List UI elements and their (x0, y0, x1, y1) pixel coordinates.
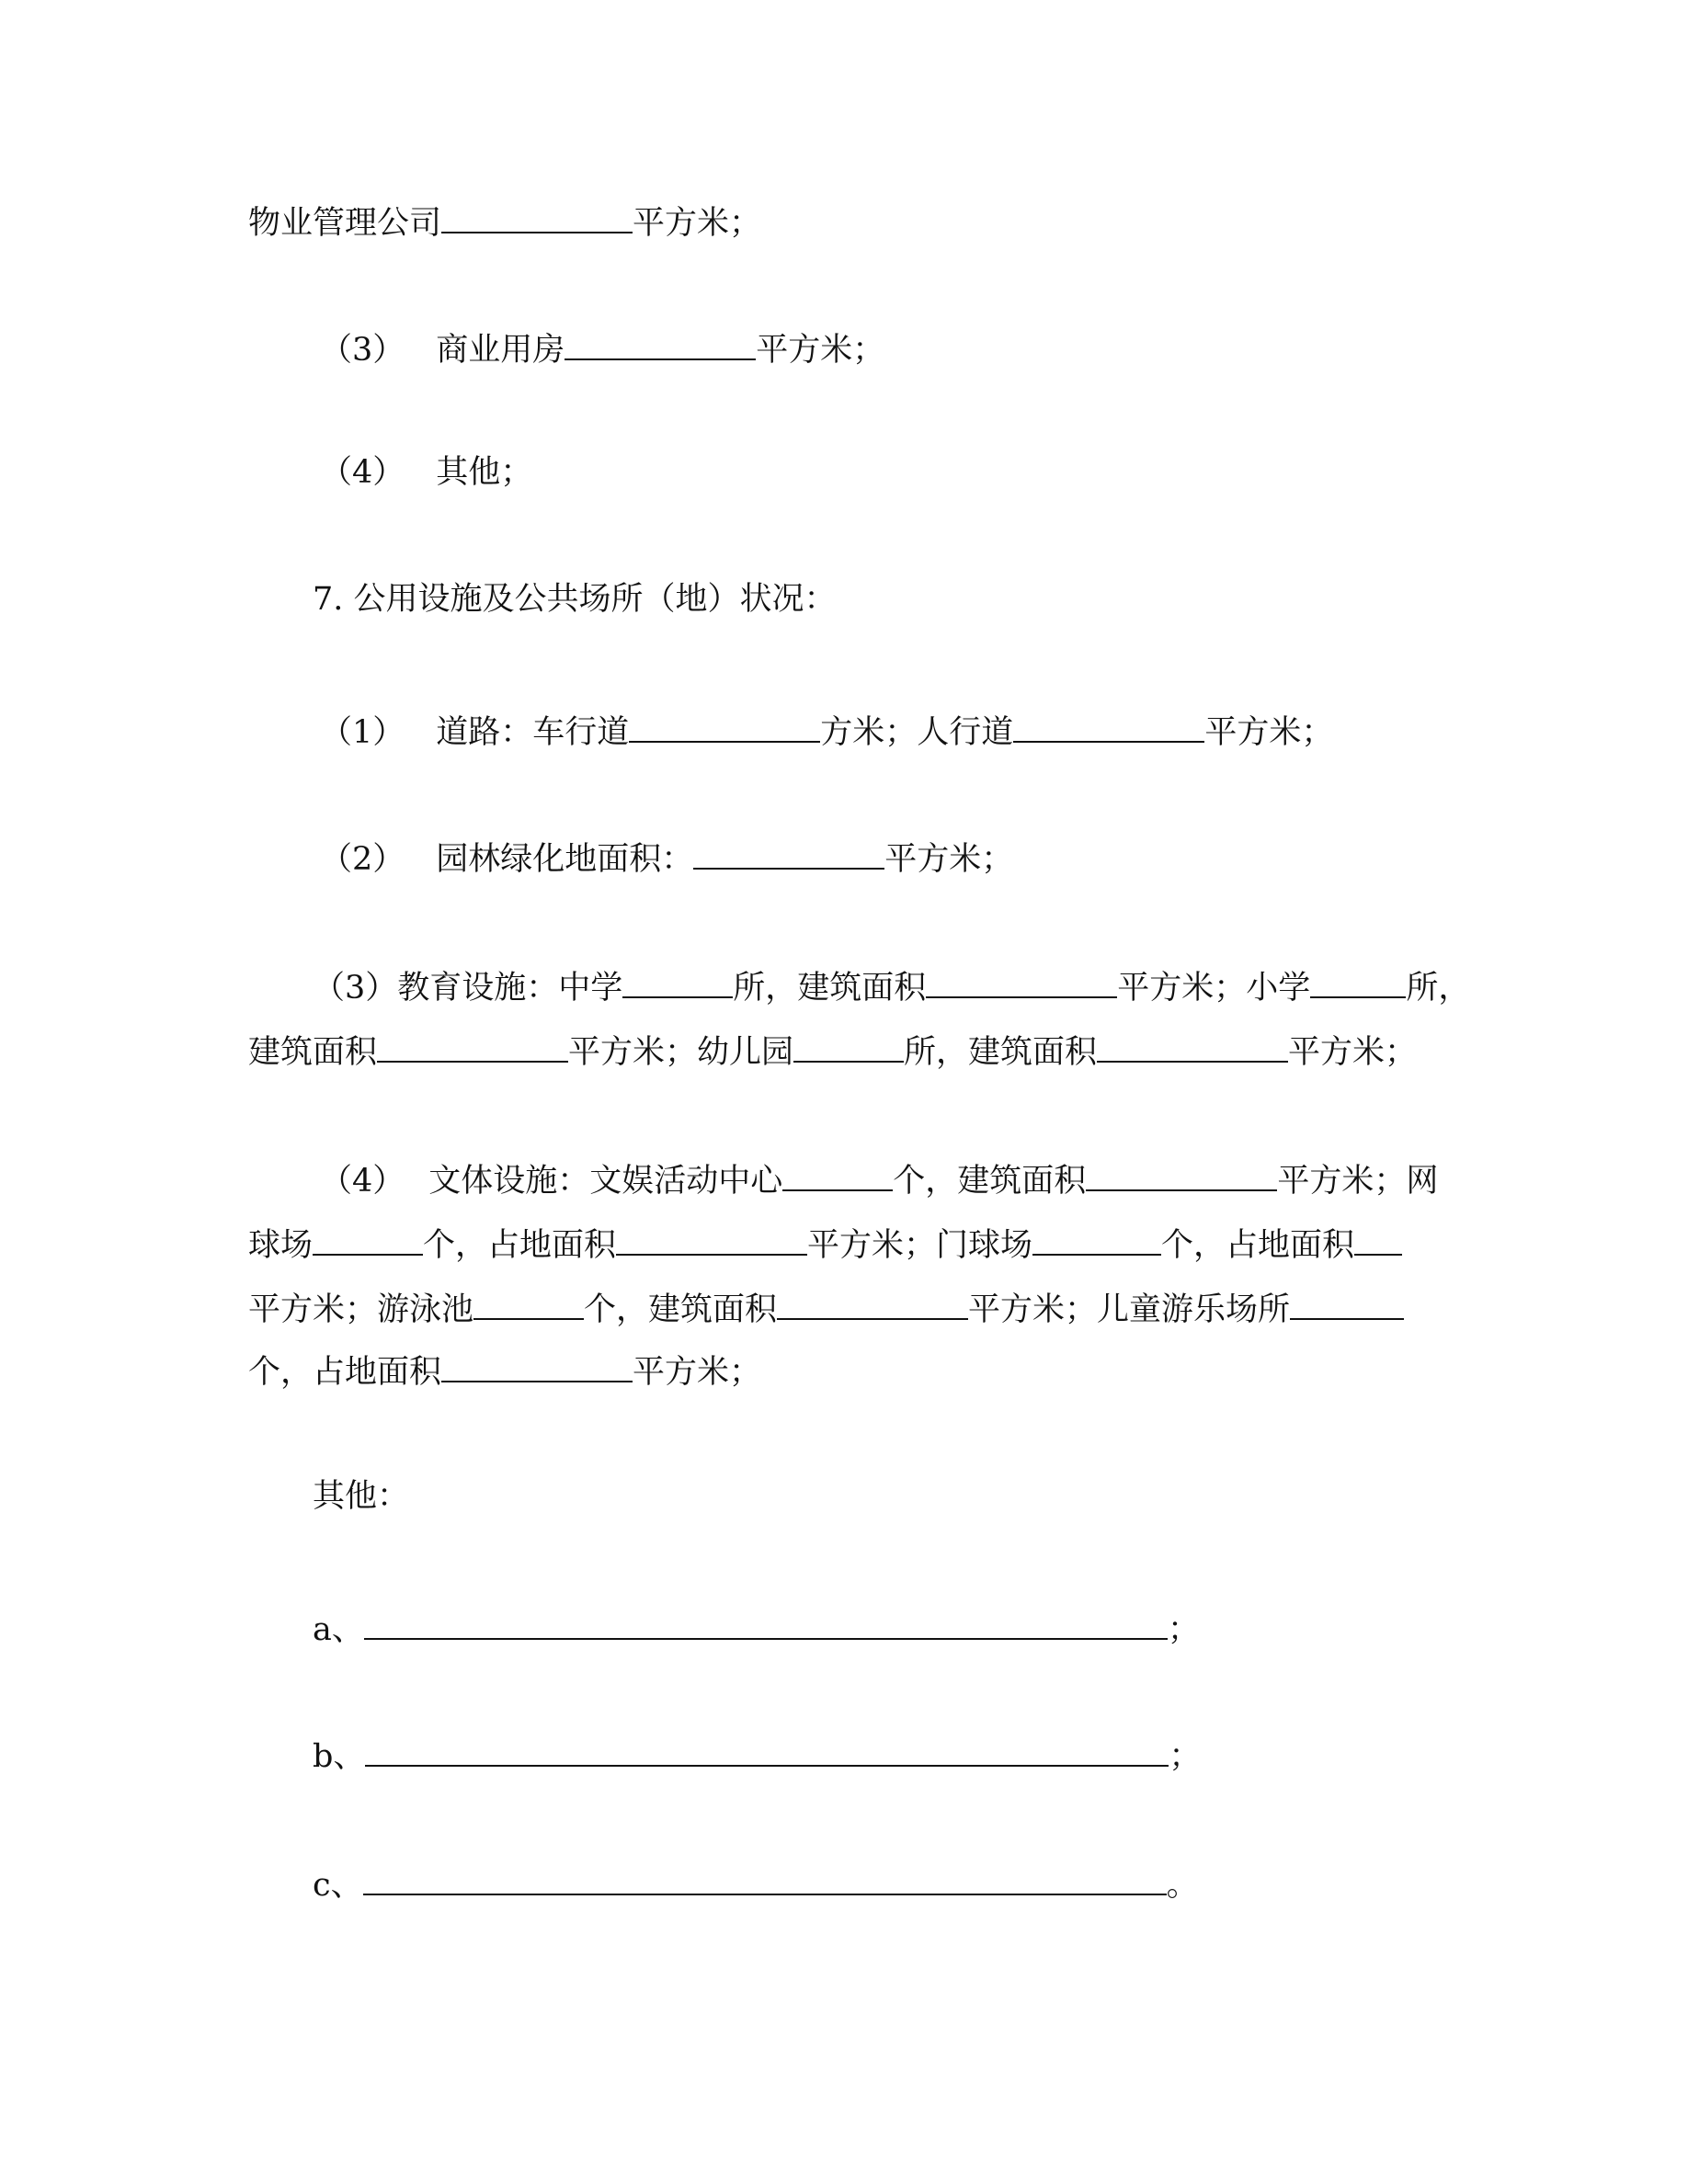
blank-field[interactable] (473, 1285, 584, 1320)
section-title: 7. 公用设施及公共场所（地）状况： (313, 581, 837, 618)
line-recreation-2 (248, 1221, 1402, 1264)
line-property-company (248, 199, 762, 242)
blank-field[interactable] (313, 1221, 423, 1256)
blank-field[interactable] (629, 708, 820, 743)
line-commercial-housing (320, 325, 885, 369)
blank-field[interactable] (377, 1028, 568, 1063)
label-text: 平方米；游泳池 (248, 1291, 474, 1328)
blank-field[interactable] (364, 1605, 1168, 1640)
item-number: （2） (320, 841, 405, 878)
blank-field[interactable] (565, 325, 756, 360)
line-other-heading (313, 1476, 409, 1517)
item-number: （4） (320, 454, 405, 491)
section-7-heading (313, 579, 837, 620)
label-text: 平方米； (633, 1354, 762, 1391)
blank-field[interactable] (1354, 1221, 1402, 1256)
blank-field[interactable] (363, 1860, 1167, 1895)
blank-field[interactable] (1097, 1028, 1288, 1063)
label-text: 个，占地面积 (423, 1227, 617, 1264)
line-other-a (313, 1605, 1200, 1648)
line-recreation-3 (248, 1285, 1404, 1328)
label-text: 所， (1406, 970, 1471, 1007)
label-text: 园林绿化地面积： (436, 841, 694, 878)
label-text: 建筑面积 (248, 1034, 378, 1071)
label-text: （3）教育设施：中学 (313, 970, 623, 1007)
blank-field[interactable] (1086, 1156, 1277, 1191)
item-number: （3） (320, 332, 405, 369)
blank-field[interactable] (616, 1221, 807, 1256)
item-number: （1） (320, 714, 405, 751)
item-number: （4） (320, 1163, 405, 1200)
label-text: 平方米； (1204, 714, 1334, 751)
line-education-2 (248, 1028, 1418, 1071)
line-greenery (320, 835, 1014, 878)
label-text: 商业用房 (436, 332, 565, 369)
label-text: 其他； (436, 454, 533, 491)
line-other-c (313, 1860, 1199, 1904)
blank-field[interactable] (441, 1348, 633, 1382)
label-text: 平方米； (756, 332, 885, 369)
label-text: 物业管理公司 (248, 205, 442, 242)
line-other-1 (320, 452, 532, 493)
label-text: ； (1167, 1611, 1200, 1648)
label-text: 平方米；幼儿园 (568, 1034, 794, 1071)
blank-field[interactable] (926, 963, 1117, 998)
label-text: 个，建筑面积 (584, 1291, 778, 1328)
label-text: 所，建筑面积 (733, 970, 927, 1007)
label-text: 方米；人行道 (820, 714, 1014, 751)
blank-field[interactable] (1032, 1221, 1161, 1256)
line-roads (320, 708, 1334, 751)
label-text: 其他： (313, 1478, 410, 1515)
line-other-b (313, 1732, 1202, 1775)
blank-field[interactable] (782, 1156, 893, 1191)
label-text: ； (1169, 1738, 1202, 1775)
item-letter: c、 (313, 1867, 363, 1904)
label-text: 平方米；儿童游乐场所 (968, 1291, 1291, 1328)
label-text: 平方米； (884, 841, 1014, 878)
line-recreation-1 (320, 1156, 1439, 1200)
blank-field[interactable] (622, 963, 733, 998)
line-recreation-4 (248, 1348, 762, 1391)
label-text: 。 (1166, 1867, 1199, 1904)
blank-field[interactable] (441, 199, 633, 233)
label-text: 平方米； (1288, 1034, 1418, 1071)
blank-field[interactable] (1013, 708, 1204, 743)
label-text: 文体设施：文娱活动中心 (428, 1163, 783, 1200)
label-text: 个，占地面积 (1161, 1227, 1355, 1264)
blank-field[interactable] (693, 835, 884, 870)
item-letter: a、 (313, 1611, 364, 1648)
label-text: 个，占地面积 (248, 1354, 442, 1391)
blank-field[interactable] (1310, 963, 1406, 998)
label-text: 平方米；网 (1277, 1163, 1439, 1200)
label-text: 道路：车行道 (436, 714, 630, 751)
blank-field[interactable] (793, 1028, 904, 1063)
label-text: 平方米；门球场 (807, 1227, 1033, 1264)
label-text: 球场 (248, 1227, 314, 1264)
blank-field[interactable] (1290, 1285, 1404, 1320)
blank-field[interactable] (365, 1732, 1169, 1767)
blank-field[interactable] (777, 1285, 968, 1320)
label-text: 个，建筑面积 (893, 1163, 1087, 1200)
label-text: 平方米； (633, 205, 762, 242)
label-text: 平方米；小学 (1117, 970, 1311, 1007)
line-education-1 (313, 963, 1471, 1007)
label-text: 所，建筑面积 (904, 1034, 1098, 1071)
item-letter: b、 (313, 1738, 366, 1775)
